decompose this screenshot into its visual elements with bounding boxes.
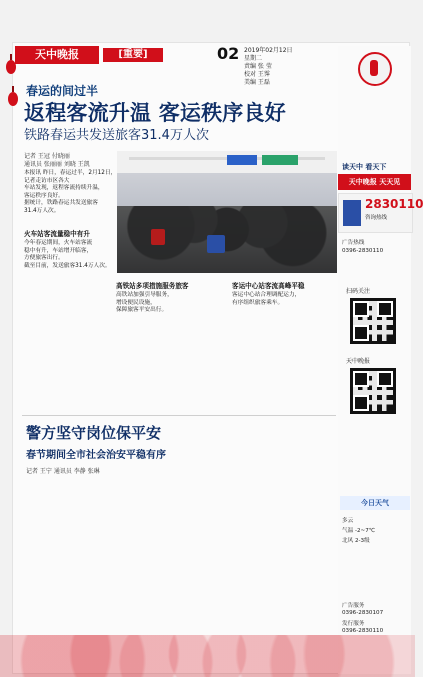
qr-corner: [353, 395, 369, 411]
qr-corner: [353, 301, 369, 317]
sidebar-bottom-line-1: 广告服务: [342, 603, 365, 609]
page-number: 02: [217, 44, 240, 63]
second-headline: 警方坚守岗位保平安: [26, 424, 162, 442]
masthead-logo: 天中晚报: [15, 46, 99, 64]
sidebar-bottom-line-4: 0396-2830110: [342, 628, 384, 634]
sidebar-slogan: 读天中 看天下: [342, 163, 387, 171]
top-margin: [0, 0, 415, 46]
hotline-label: 广告热线: [342, 240, 365, 246]
lead-line-2: 车站发现，返程客流持续升温，: [24, 185, 104, 192]
left-line-2: 稳中有升，车站增开临客，: [24, 247, 93, 254]
weather-title: 今日天气: [340, 496, 410, 510]
kicker: 春运的间过半: [26, 84, 99, 98]
main-byline: [24, 153, 116, 169]
sidebar: [338, 46, 423, 674]
photo-red-bag: [151, 229, 165, 245]
masthead-editor: 责编 张 莹: [244, 63, 272, 70]
weather-line-1: 多云: [342, 518, 354, 524]
qr-corner: [353, 371, 369, 387]
masthead-date: 2019年02月12日: [244, 47, 293, 54]
sidebar-bottom-line-2: 0396-2830107: [342, 610, 384, 616]
left-line-3: 方便旅客出行。: [24, 255, 64, 262]
middle-line-3: 保障旅客平安出行。: [116, 307, 168, 314]
main-subheadline: 铁路春运共发送旅客31.4万人次: [24, 128, 209, 143]
main-photo: [117, 151, 337, 273]
qr-corner: [353, 325, 369, 341]
photo-sign-green: [262, 155, 298, 165]
masthead-proofreader: 校对 王霁: [244, 71, 270, 78]
masthead-info: [244, 47, 316, 86]
photo-blue-bag: [207, 235, 225, 253]
lantern-decoration-left-1: [6, 60, 16, 74]
qr-corner: [377, 371, 393, 387]
main-byline-line-2: 通讯员 张丽丽 刘晓 王凯: [24, 161, 90, 168]
sidebar-banner: 天中晚报 天天见: [338, 174, 411, 190]
left-column-title: 火车站客流量稳中有升: [24, 230, 90, 238]
qr-label-1: 扫码关注: [346, 288, 371, 295]
middle-line-1: 高铁站加强引导服务，: [116, 292, 173, 298]
qr-corner: [377, 301, 393, 317]
masthead-designer: 美编 王磊: [244, 79, 270, 86]
main-byline-line-1: 记者 王冠 付晓丽: [24, 153, 70, 160]
left-line-4: 截至目前，发送旅客31.4万人次。: [24, 262, 111, 269]
right-line-2: 有序组织旅客乘车。: [232, 299, 284, 306]
weather-line-3: 北风 2-3级: [342, 538, 370, 544]
sidebar-top: [338, 46, 411, 89]
qr-code-2: [350, 368, 396, 414]
ad-small: 咨询热线: [365, 215, 388, 221]
sidebar-logo-icon: [358, 52, 392, 86]
second-byline: 记者 王宁 通讯员 李静 张琳: [26, 468, 100, 475]
lead-line-1: 本报讯 昨日，春运过半，2月12日，记者走访市区各大: [24, 170, 117, 184]
sidebar-bottom-line-3: 发行服务: [342, 621, 365, 627]
weather-line-2: 气温 -2~7℃: [342, 528, 376, 534]
right-line-1: 客运中心站合理调配运力，: [232, 292, 301, 298]
sidebar-hotline: [342, 240, 408, 255]
main-lead: [24, 170, 120, 216]
lead-line-4: 据统计，铁路春运共发送旅客: [24, 200, 98, 207]
main-headline: 返程客流升温 客运秩序良好: [24, 101, 286, 125]
section-label: [重要]: [103, 48, 163, 62]
ad-number: 2830110: [365, 197, 423, 211]
hotline-number: 0396-2830110: [342, 247, 384, 254]
photo-crowd: [117, 206, 337, 273]
weather-box: [340, 496, 410, 606]
lead-line-5: 31.4万人次。: [24, 207, 60, 214]
sidebar-ad: [338, 193, 423, 233]
middle-line-2: 增设便民设施，: [116, 299, 156, 306]
lantern-decoration-left-2: [8, 92, 18, 106]
left-line-1: 今年春运期间，火车站客流: [24, 240, 93, 246]
lead-line-3: 客运秩序良好。: [24, 192, 64, 199]
masthead-weekday: 星期二: [244, 55, 263, 62]
bottom-cloud-pattern: [0, 635, 415, 677]
section-divider: [22, 415, 336, 416]
qr-label-2: 天中晚报: [346, 358, 371, 365]
middle-column-text: [116, 292, 226, 315]
middle-column-title: 高铁站多项措施服务旅客: [116, 282, 189, 290]
second-subheadline: 春节期间全市社会治安平稳有序: [26, 450, 166, 461]
ad-badge: [343, 200, 361, 226]
right-column-text: [232, 292, 336, 307]
photo-sign-blue: [227, 155, 257, 165]
left-column-text: [24, 240, 112, 270]
right-column-title: 客运中心站客流高峰平稳: [232, 282, 305, 290]
qr-code-1: [350, 298, 396, 344]
